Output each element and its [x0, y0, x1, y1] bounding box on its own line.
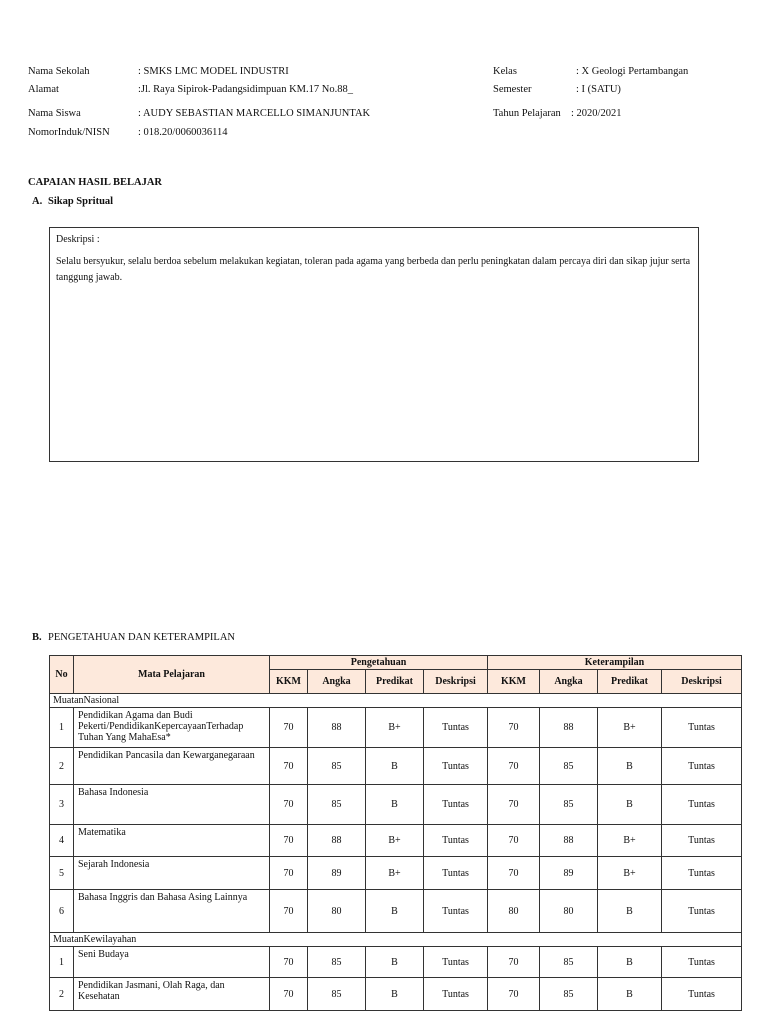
knowledge-predikat-cell: B — [366, 890, 424, 933]
col-subject-header: Mata Pelajaran — [74, 656, 270, 694]
skill-deskripsi-cell: Tuntas — [662, 785, 742, 825]
knowledge-kkm-cell: 70 — [270, 825, 308, 857]
col-no-header: No — [50, 656, 74, 694]
skill-angka-cell: 85 — [540, 947, 598, 978]
subject-name: Bahasa Inggris dan Bahasa Asing Lainnya — [74, 890, 270, 933]
knowledge-deskripsi-cell: Tuntas — [424, 708, 488, 748]
row-number: 6 — [50, 890, 74, 933]
knowledge-kkm-cell: 70 — [270, 890, 308, 933]
subject-name: Seni Budaya — [74, 947, 270, 978]
skill-kkm-header: KKM — [488, 670, 540, 694]
knowledge-predikat-cell: B — [366, 978, 424, 1011]
skill-deskripsi-cell: Tuntas — [662, 748, 742, 785]
school-value: : SMKS LMC MODEL INDUSTRI — [138, 66, 289, 77]
group-name: MuatanNasional — [50, 694, 742, 708]
group-row — [50, 933, 742, 947]
skill-kkm-cell: 70 — [488, 978, 540, 1011]
knowledge-angka-header: Angka — [308, 670, 366, 694]
knowledge-deskripsi-header: Deskripsi — [424, 670, 488, 694]
knowledge-predikat-header: Predikat — [366, 670, 424, 694]
skill-kkm-cell: 70 — [488, 708, 540, 748]
skill-deskripsi-cell: Tuntas — [662, 978, 742, 1011]
semester-value: : I (SATU) — [576, 84, 621, 95]
row-number: 3 — [50, 785, 74, 825]
knowledge-kkm-cell: 70 — [270, 947, 308, 978]
skill-predikat-cell: B — [598, 947, 662, 978]
skill-angka-cell: 88 — [540, 708, 598, 748]
skill-predikat-cell: B — [598, 978, 662, 1011]
class-value: : X Geologi Pertambangan — [576, 66, 689, 77]
table-row — [50, 857, 742, 890]
attitude-description-box — [49, 227, 699, 462]
nisn-label: NomorInduk/NISN — [28, 127, 110, 138]
subject-name: Matematika — [74, 825, 270, 857]
skill-deskripsi-cell: Tuntas — [662, 825, 742, 857]
knowledge-angka-cell: 85 — [308, 947, 366, 978]
skill-kkm-cell: 80 — [488, 890, 540, 933]
subject-name: Pendidikan Jasmani, Olah Raga, dan Kesehatan — [74, 978, 270, 1011]
knowledge-deskripsi-cell: Tuntas — [424, 785, 488, 825]
knowledge-deskripsi-cell: Tuntas — [424, 857, 488, 890]
class-label: Kelas — [493, 66, 517, 77]
skill-deskripsi-header: Deskripsi — [662, 670, 742, 694]
knowledge-deskripsi-cell: Tuntas — [424, 978, 488, 1011]
knowledge-kkm-cell: 70 — [270, 748, 308, 785]
knowledge-deskripsi-cell: Tuntas — [424, 825, 488, 857]
section-a-title: Sikap Spritual — [48, 196, 114, 207]
section-b-letter: B. — [32, 632, 42, 643]
skill-deskripsi-cell: Tuntas — [662, 708, 742, 748]
table-row — [50, 785, 742, 825]
row-number: 2 — [50, 748, 74, 785]
table-row — [50, 748, 742, 785]
skill-angka-cell: 85 — [540, 748, 598, 785]
knowledge-predikat-cell: B+ — [366, 857, 424, 890]
description-text: Selalu bersyukur, selalu berdoa sebelum melakukan kegiatan, toleran pada agama yang berbeda dan perlu peningkatan dalam percaya diri dan sikap jujur serta tanggung jawab. — [56, 256, 691, 283]
row-number: 1 — [50, 708, 74, 748]
section-b-title: PENGETAHUAN DAN KETERAMPILAN — [48, 632, 235, 643]
year-label: Tahun Pelajaran — [493, 108, 561, 119]
knowledge-predikat-cell: B+ — [366, 708, 424, 748]
semester-label: Semester — [493, 84, 532, 95]
knowledge-predikat-cell: B — [366, 748, 424, 785]
subject-name: Sejarah Indonesia — [74, 857, 270, 890]
knowledge-predikat-cell: B — [366, 947, 424, 978]
knowledge-angka-cell: 85 — [308, 978, 366, 1011]
table-row — [50, 825, 742, 857]
row-number: 2 — [50, 978, 74, 1011]
knowledge-deskripsi-cell: Tuntas — [424, 748, 488, 785]
skill-angka-header: Angka — [540, 670, 598, 694]
knowledge-kkm-header: KKM — [270, 670, 308, 694]
knowledge-angka-cell: 85 — [308, 785, 366, 825]
knowledge-predikat-cell: B — [366, 785, 424, 825]
skill-predikat-cell: B — [598, 890, 662, 933]
table-row — [50, 978, 742, 1011]
knowledge-angka-cell: 85 — [308, 748, 366, 785]
skill-angka-cell: 85 — [540, 978, 598, 1011]
year-value: : 2020/2021 — [571, 108, 622, 119]
subject-name: Pendidikan Pancasila dan Kewarganegaraan — [74, 748, 270, 785]
skill-kkm-cell: 70 — [488, 748, 540, 785]
section-title: CAPAIAN HASIL BELAJAR — [28, 177, 162, 188]
grades-table — [49, 655, 742, 1011]
knowledge-angka-cell: 80 — [308, 890, 366, 933]
knowledge-angka-cell: 89 — [308, 857, 366, 890]
knowledge-angka-cell: 88 — [308, 708, 366, 748]
table-row — [50, 890, 742, 933]
knowledge-deskripsi-cell: Tuntas — [424, 890, 488, 933]
table-row — [50, 708, 742, 748]
skill-predikat-header: Predikat — [598, 670, 662, 694]
knowledge-deskripsi-cell: Tuntas — [424, 947, 488, 978]
skill-predikat-cell: B+ — [598, 857, 662, 890]
skill-angka-cell: 88 — [540, 825, 598, 857]
description-label: Deskripsi : — [56, 234, 100, 245]
group-row — [50, 694, 742, 708]
student-name-value: : AUDY SEBASTIAN MARCELLO SIMANJUNTAK — [138, 108, 371, 119]
knowledge-angka-cell: 88 — [308, 825, 366, 857]
skill-predikat-cell: B — [598, 748, 662, 785]
knowledge-kkm-cell: 70 — [270, 857, 308, 890]
skill-predikat-cell: B — [598, 785, 662, 825]
skill-angka-cell: 89 — [540, 857, 598, 890]
student-name-label: Nama Siswa — [28, 108, 81, 119]
skill-kkm-cell: 70 — [488, 785, 540, 825]
group-name: MuatanKewilayahan — [50, 933, 742, 947]
knowledge-predikat-cell: B+ — [366, 825, 424, 857]
row-number: 5 — [50, 857, 74, 890]
knowledge-kkm-cell: 70 — [270, 785, 308, 825]
skill-angka-cell: 80 — [540, 890, 598, 933]
row-number: 4 — [50, 825, 74, 857]
skill-deskripsi-cell: Tuntas — [662, 890, 742, 933]
skill-deskripsi-cell: Tuntas — [662, 857, 742, 890]
nisn-value: : 018.20/0060036114 — [138, 127, 228, 138]
subject-name: Bahasa Indonesia — [74, 785, 270, 825]
knowledge-kkm-cell: 70 — [270, 978, 308, 1011]
skill-kkm-cell: 70 — [488, 825, 540, 857]
skill-deskripsi-cell: Tuntas — [662, 947, 742, 978]
table-row — [50, 947, 742, 978]
skill-kkm-cell: 70 — [488, 857, 540, 890]
skill-angka-cell: 85 — [540, 785, 598, 825]
knowledge-kkm-cell: 70 — [270, 708, 308, 748]
subject-name: Pendidikan Agama dan Budi Pekerti/PendidikanKepercayaanTerhadap Tuhan Yang MahaEsa* — [74, 708, 270, 748]
skill-group-header: Keterampilan — [488, 656, 742, 670]
section-a-letter: A. — [32, 196, 43, 207]
address-value: :Jl. Raya Sipirok-Padangsidimpuan KM.17 No.88_ — [138, 84, 353, 95]
knowledge-group-header: Pengetahuan — [270, 656, 488, 670]
address-label: Alamat — [28, 84, 59, 95]
skill-predikat-cell: B+ — [598, 825, 662, 857]
skill-predikat-cell: B+ — [598, 708, 662, 748]
row-number: 1 — [50, 947, 74, 978]
skill-kkm-cell: 70 — [488, 947, 540, 978]
school-label: Nama Sekolah — [28, 66, 90, 77]
